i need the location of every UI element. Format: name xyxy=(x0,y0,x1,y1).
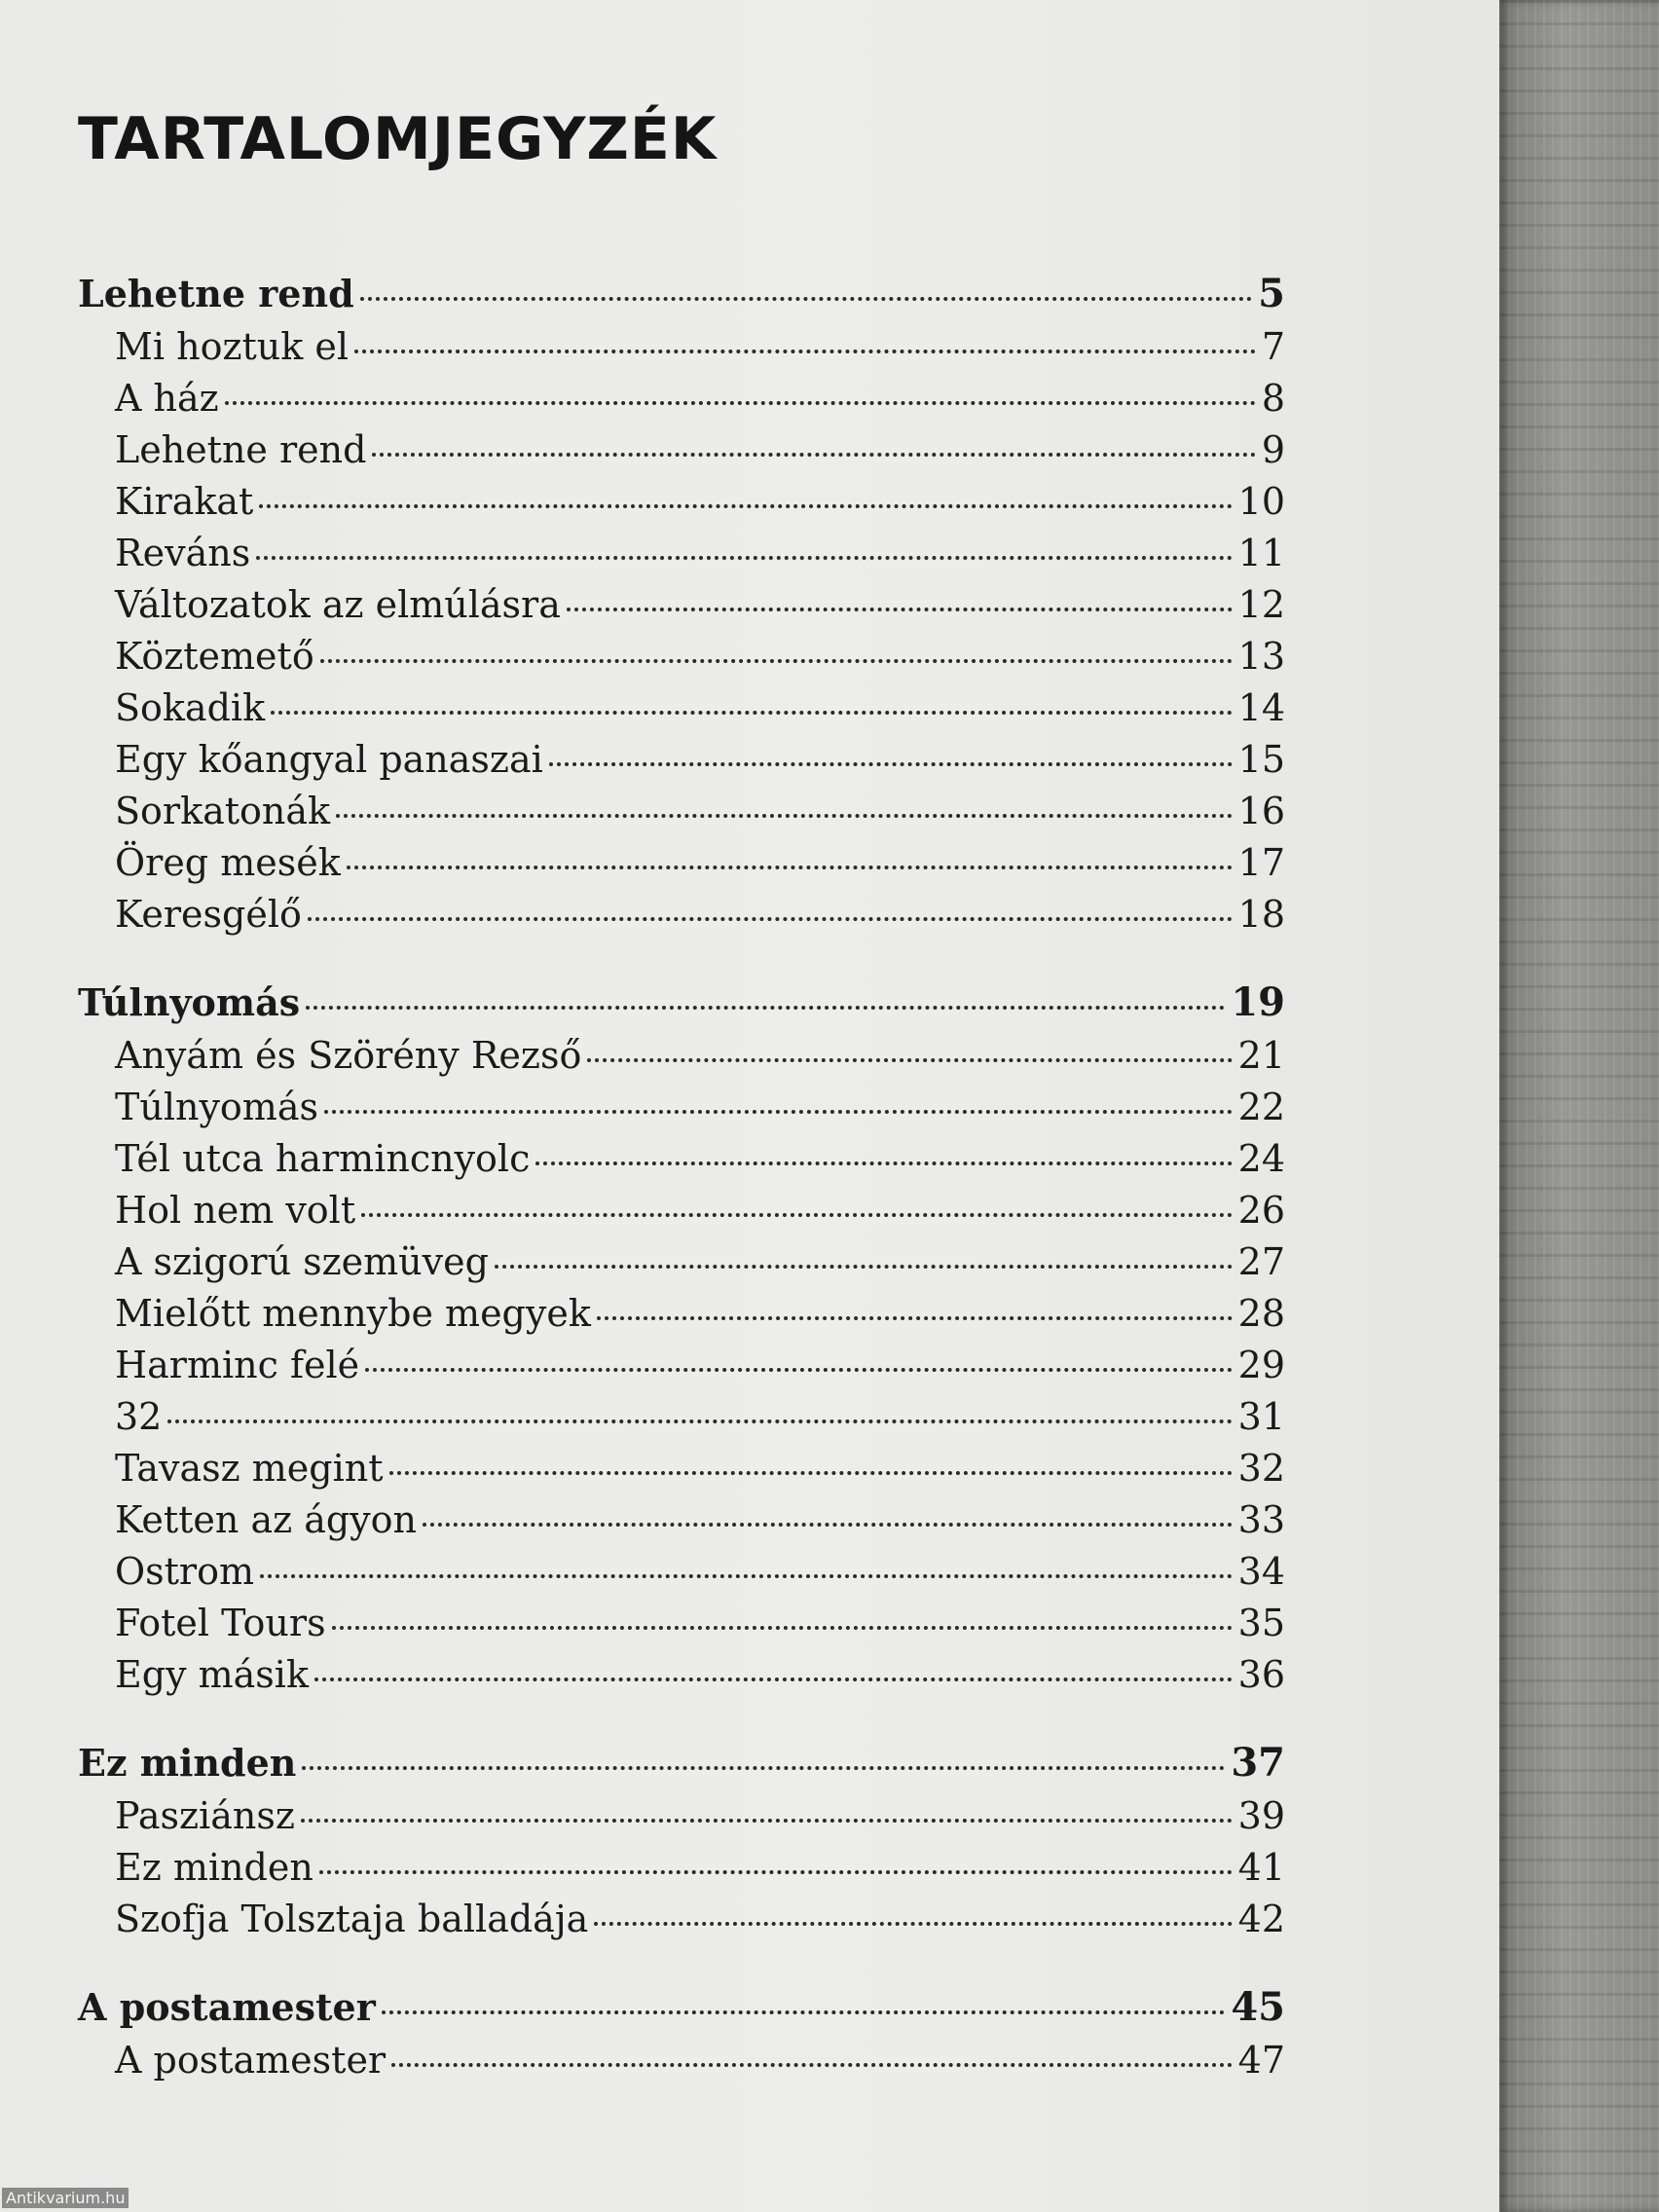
dot-leader xyxy=(423,1523,1233,1527)
toc-entry-page-number: 42 xyxy=(1237,1898,1285,1940)
toc-entry xyxy=(78,893,1285,944)
toc-entry-title: Mielőtt mennybe megyek xyxy=(115,1292,591,1335)
dot-leader xyxy=(495,1265,1233,1269)
toc-entry-page-number: 24 xyxy=(1237,1137,1285,1180)
toc-entry-page-number: 22 xyxy=(1237,1086,1285,1128)
toc-entry xyxy=(78,1653,1285,1705)
toc-entry-page-number: 39 xyxy=(1237,1794,1285,1837)
toc-entry-page-number: 15 xyxy=(1237,738,1285,781)
toc-entry-title: Sokadik xyxy=(115,686,266,729)
toc-entry-page-number: 29 xyxy=(1237,1344,1285,1386)
toc-entry-title: Pasziánsz xyxy=(115,1794,295,1837)
dot-leader xyxy=(360,297,1252,301)
dot-leader xyxy=(332,1626,1233,1630)
section-heading xyxy=(78,1984,1285,2039)
toc-entry xyxy=(78,428,1285,480)
toc-entry xyxy=(78,1240,1285,1292)
toc-entry-title: Köztemető xyxy=(115,635,314,678)
toc-entry-title: Egy kőangyal panaszai xyxy=(115,738,543,781)
toc-entry xyxy=(78,532,1285,583)
dot-leader xyxy=(535,1161,1232,1165)
toc-entry xyxy=(78,1189,1285,1240)
toc-entry-title: Ez minden xyxy=(115,1846,313,1889)
toc-entry-title: A postamester xyxy=(115,2039,387,2082)
toc-entry xyxy=(78,841,1285,893)
toc-entry-page-number: 18 xyxy=(1237,893,1285,936)
toc-entry-title: Tavasz megint xyxy=(115,1447,384,1490)
dot-leader xyxy=(306,1006,1225,1010)
toc-entry-title: Fotel Tours xyxy=(115,1602,326,1644)
toc-entry xyxy=(78,1498,1285,1550)
dot-leader xyxy=(391,2063,1233,2067)
toc-entry xyxy=(78,583,1285,635)
dot-leader xyxy=(594,1922,1232,1926)
toc-entry-page-number: 16 xyxy=(1237,790,1285,832)
toc-entry xyxy=(78,1846,1285,1898)
toc-entry-title: Egy másik xyxy=(115,1653,309,1696)
section-heading-page-number: 37 xyxy=(1231,1740,1285,1786)
toc-section xyxy=(78,979,1285,1705)
toc-entry-page-number: 27 xyxy=(1237,1240,1285,1283)
dot-leader xyxy=(347,866,1233,869)
toc-entry-title: Túlnyomás xyxy=(115,1086,318,1128)
section-heading-title: Ez minden xyxy=(78,1741,297,1785)
dot-leader xyxy=(567,608,1233,611)
toc-section xyxy=(78,1984,1285,2090)
toc-entry-title: Hol nem volt xyxy=(115,1189,356,1232)
table-of-contents xyxy=(78,271,1285,2125)
toc-entry-title: Mi hoztuk el xyxy=(115,325,350,368)
section-heading-page-number: 19 xyxy=(1231,979,1285,1025)
toc-entry-title: Tél utca harmincnyolc xyxy=(115,1137,531,1180)
dot-leader xyxy=(354,350,1256,353)
toc-entry-page-number: 21 xyxy=(1237,1034,1285,1077)
dot-leader xyxy=(324,1110,1233,1114)
dot-leader xyxy=(597,1316,1233,1320)
toc-entry-page-number: 35 xyxy=(1237,1602,1285,1644)
toc-entry-title: Kirakat xyxy=(115,480,254,523)
toc-entry-page-number: 9 xyxy=(1261,428,1285,471)
toc-entry xyxy=(78,1086,1285,1137)
toc-entry xyxy=(78,635,1285,686)
section-heading-title: A postamester xyxy=(78,1985,376,2029)
toc-entry-title: Anyám és Szörény Rezső xyxy=(115,1034,582,1077)
dot-leader xyxy=(167,1419,1232,1423)
toc-entry xyxy=(78,686,1285,738)
toc-entry-page-number: 7 xyxy=(1261,325,1285,368)
toc-entry xyxy=(78,1034,1285,1086)
dot-leader xyxy=(271,711,1233,715)
section-heading-page-number: 5 xyxy=(1258,271,1285,316)
toc-entry xyxy=(78,325,1285,377)
toc-entry-title: Sorkatonák xyxy=(115,790,331,832)
toc-entry-page-number: 13 xyxy=(1237,635,1285,678)
toc-entry-title: Harminc felé xyxy=(115,1344,360,1386)
toc-entry xyxy=(78,480,1285,532)
toc-entry-page-number: 8 xyxy=(1261,377,1285,420)
toc-entry-title: Szofja Tolsztaja balladája xyxy=(115,1898,589,1940)
section-heading-title: Túlnyomás xyxy=(78,980,301,1024)
dot-leader xyxy=(382,2010,1226,2014)
toc-entry-page-number: 36 xyxy=(1237,1653,1285,1696)
dot-leader xyxy=(319,1870,1233,1874)
page-title: TARTALOMJEGYZÉK xyxy=(78,105,718,173)
toc-entry-page-number: 10 xyxy=(1237,480,1285,523)
toc-entry xyxy=(78,1794,1285,1846)
dot-leader xyxy=(365,1368,1232,1372)
toc-entry-title: Ostrom xyxy=(115,1550,255,1593)
toc-entry xyxy=(78,377,1285,428)
toc-section xyxy=(78,1740,1285,1949)
toc-entry-title: Ketten az ágyon xyxy=(115,1498,417,1541)
toc-entry-page-number: 11 xyxy=(1237,532,1285,574)
dot-leader xyxy=(361,1213,1233,1217)
toc-entry-title: Reváns xyxy=(115,532,251,574)
toc-entry-page-number: 26 xyxy=(1237,1189,1285,1232)
toc-entry-title: Keresgélő xyxy=(115,893,302,936)
dot-leader xyxy=(372,453,1255,457)
dot-leader xyxy=(302,1766,1225,1770)
dot-leader xyxy=(587,1058,1232,1062)
toc-entry xyxy=(78,1395,1285,1447)
toc-entry xyxy=(78,1602,1285,1653)
toc-entry-title: Változatok az elmúlásra xyxy=(115,583,561,626)
toc-entry-page-number: 28 xyxy=(1237,1292,1285,1335)
wooden-background xyxy=(1499,0,1659,2212)
toc-entry-title: Lehetne rend xyxy=(115,428,367,471)
dot-leader xyxy=(320,659,1233,663)
dot-leader xyxy=(259,504,1232,508)
section-heading-page-number: 45 xyxy=(1231,1984,1285,2030)
toc-entry-page-number: 31 xyxy=(1237,1395,1285,1438)
toc-entry-title: 32 xyxy=(115,1395,163,1438)
dot-leader xyxy=(225,401,1256,405)
toc-entry xyxy=(78,1447,1285,1498)
toc-entry xyxy=(78,1550,1285,1602)
toc-entry xyxy=(78,790,1285,841)
toc-entry-page-number: 12 xyxy=(1237,583,1285,626)
dot-leader xyxy=(301,1819,1233,1823)
dot-leader xyxy=(308,917,1233,921)
toc-entry xyxy=(78,1344,1285,1395)
toc-entry-title: Öreg mesék xyxy=(115,841,341,884)
dot-leader xyxy=(389,1471,1233,1475)
dot-leader xyxy=(256,556,1232,560)
toc-entry-page-number: 33 xyxy=(1237,1498,1285,1541)
section-heading xyxy=(78,271,1285,325)
toc-entry-page-number: 17 xyxy=(1237,841,1285,884)
toc-section xyxy=(78,271,1285,944)
toc-entry xyxy=(78,1292,1285,1344)
watermark: Antikvarium.hu xyxy=(2,2188,129,2208)
toc-entry-page-number: 34 xyxy=(1237,1550,1285,1593)
section-heading xyxy=(78,979,1285,1034)
toc-entry-page-number: 47 xyxy=(1237,2039,1285,2082)
dot-leader xyxy=(260,1574,1233,1578)
toc-entry-title: A szigorú szemüveg xyxy=(115,1240,489,1283)
dot-leader xyxy=(314,1677,1233,1681)
section-heading xyxy=(78,1740,1285,1794)
toc-entry xyxy=(78,738,1285,790)
toc-entry-page-number: 41 xyxy=(1237,1846,1285,1889)
dot-leader xyxy=(549,762,1233,766)
toc-entry xyxy=(78,1137,1285,1189)
toc-entry-title: A ház xyxy=(115,377,219,420)
toc-entry-page-number: 32 xyxy=(1237,1447,1285,1490)
section-heading-title: Lehetne rend xyxy=(78,272,354,315)
toc-entry-page-number: 14 xyxy=(1237,686,1285,729)
toc-entry xyxy=(78,2039,1285,2090)
toc-entry xyxy=(78,1898,1285,1949)
dot-leader xyxy=(336,814,1233,818)
